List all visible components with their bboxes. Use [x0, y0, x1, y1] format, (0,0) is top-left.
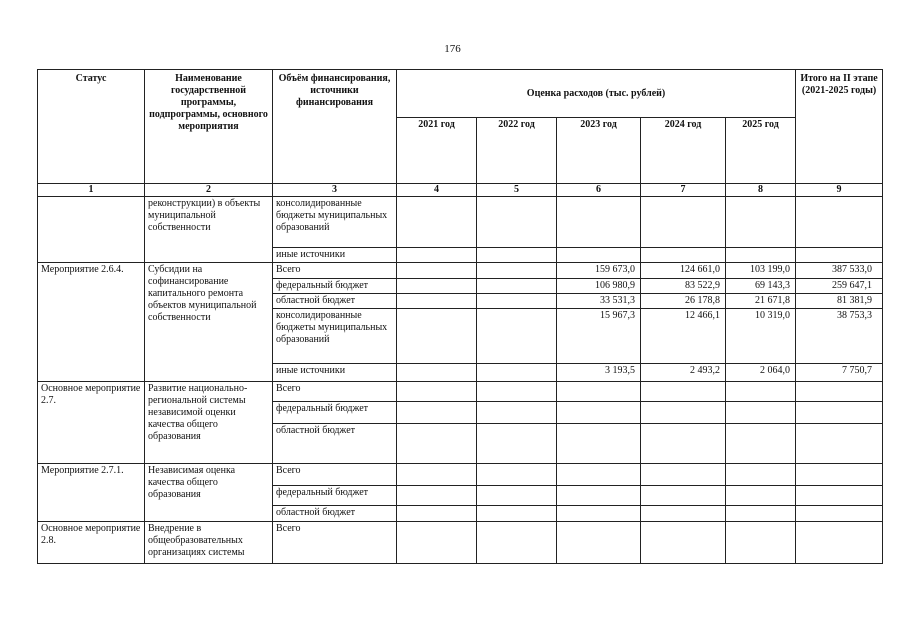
- value-cell: [397, 294, 477, 309]
- value-cell: [726, 248, 796, 263]
- value-cell: [397, 486, 477, 506]
- value-cell: [477, 486, 557, 506]
- value-cell: [477, 522, 557, 564]
- value-cell: [397, 279, 477, 294]
- source-cell: консолидированные бюджеты муниципальных образований: [273, 309, 397, 364]
- value-cell: 26 178,8: [641, 294, 726, 309]
- total-cell: [796, 382, 883, 402]
- budget-table: [37, 69, 883, 564]
- total-cell: [796, 424, 883, 464]
- value-cell: 106 980,9: [557, 279, 641, 294]
- value-cell: 103 199,0: [726, 263, 796, 279]
- source-cell: Всего: [273, 263, 397, 279]
- value-cell: [397, 506, 477, 522]
- value-cell: [557, 248, 641, 263]
- source-cell: Всего: [273, 382, 397, 402]
- value-cell: [557, 522, 641, 564]
- value-cell: [477, 382, 557, 402]
- value-cell: [726, 402, 796, 424]
- value-cell: 21 671,8: [726, 294, 796, 309]
- value-cell: [641, 248, 726, 263]
- source-cell: федеральный бюджет: [273, 486, 397, 506]
- column-number: 5: [477, 184, 557, 197]
- total-cell: [796, 402, 883, 424]
- header-estimate: Оценка расходов (тыс. рублей): [397, 70, 796, 118]
- status-cell: [38, 197, 145, 263]
- column-number: 7: [641, 184, 726, 197]
- page-number: 176: [444, 43, 461, 55]
- value-cell: [557, 197, 641, 248]
- source-cell: федеральный бюджет: [273, 402, 397, 424]
- value-cell: [477, 402, 557, 424]
- value-cell: [557, 464, 641, 486]
- value-cell: [397, 464, 477, 486]
- value-cell: 12 466,1: [641, 309, 726, 364]
- column-number-row: [38, 184, 883, 197]
- value-cell: 2 064,0: [726, 364, 796, 382]
- value-cell: 10 319,0: [726, 309, 796, 364]
- value-cell: [397, 402, 477, 424]
- value-cell: [397, 248, 477, 263]
- source-cell: Всего: [273, 522, 397, 564]
- value-cell: [557, 506, 641, 522]
- value-cell: [397, 197, 477, 248]
- total-cell: [796, 464, 883, 486]
- source-cell: иные источники: [273, 364, 397, 382]
- value-cell: [726, 382, 796, 402]
- header-name: Наименование государственной программы, подпрограммы, основного мероприятия: [145, 70, 273, 184]
- value-cell: [726, 464, 796, 486]
- value-cell: [641, 464, 726, 486]
- value-cell: [641, 486, 726, 506]
- value-cell: [477, 424, 557, 464]
- status-cell: Основное мероприятие 2.7.: [38, 382, 145, 464]
- name-cell: реконструкции) в объекты муниципальной собственности: [145, 197, 273, 263]
- value-cell: [641, 506, 726, 522]
- source-cell: областной бюджет: [273, 294, 397, 309]
- column-number: 1: [38, 184, 145, 197]
- value-cell: [397, 424, 477, 464]
- value-cell: [641, 382, 726, 402]
- value-cell: [397, 364, 477, 382]
- header-source: Объём финансирования, источники финансирования: [273, 70, 397, 184]
- value-cell: [477, 364, 557, 382]
- value-cell: [641, 522, 726, 564]
- total-cell: [796, 486, 883, 506]
- table-row: [38, 522, 883, 564]
- value-cell: 124 661,0: [641, 263, 726, 279]
- column-number: 6: [557, 184, 641, 197]
- value-cell: [477, 279, 557, 294]
- total-cell: [796, 197, 883, 248]
- column-number: 2: [145, 184, 273, 197]
- column-number: 8: [726, 184, 796, 197]
- value-cell: [726, 424, 796, 464]
- table-row: [38, 464, 883, 486]
- value-cell: 83 522,9: [641, 279, 726, 294]
- header-status: Статус: [38, 70, 145, 184]
- value-cell: [726, 197, 796, 248]
- value-cell: [477, 197, 557, 248]
- value-cell: [397, 309, 477, 364]
- source-cell: иные источники: [273, 248, 397, 263]
- value-cell: [397, 382, 477, 402]
- table-row: [38, 263, 883, 279]
- table-row: [38, 197, 883, 248]
- value-cell: [477, 464, 557, 486]
- value-cell: [557, 402, 641, 424]
- value-cell: [477, 506, 557, 522]
- source-cell: консолидированные бюджеты муниципальных образований: [273, 197, 397, 248]
- header-year: 2023 год: [557, 118, 641, 184]
- value-cell: [477, 294, 557, 309]
- total-cell: 7 750,7: [796, 364, 883, 382]
- value-cell: [477, 309, 557, 364]
- value-cell: [477, 263, 557, 279]
- total-cell: 259 647,1: [796, 279, 883, 294]
- total-cell: 38 753,3: [796, 309, 883, 364]
- name-cell: Внедрение в общеобразовательных организациях системы: [145, 522, 273, 564]
- value-cell: 69 143,3: [726, 279, 796, 294]
- header-total: Итого на II этапе (2021-2025 годы): [796, 70, 883, 184]
- total-cell: 81 381,9: [796, 294, 883, 309]
- column-number: 3: [273, 184, 397, 197]
- column-number: 4: [397, 184, 477, 197]
- status-cell: Мероприятие 2.7.1.: [38, 464, 145, 522]
- value-cell: [726, 506, 796, 522]
- header-year: 2024 год: [641, 118, 726, 184]
- source-cell: областной бюджет: [273, 424, 397, 464]
- name-cell: Независимая оценка качества общего образования: [145, 464, 273, 522]
- total-cell: [796, 248, 883, 263]
- header-year: 2022 год: [477, 118, 557, 184]
- value-cell: [726, 486, 796, 506]
- table-row: [38, 382, 883, 402]
- source-cell: Всего: [273, 464, 397, 486]
- value-cell: [397, 522, 477, 564]
- header-year: 2021 год: [397, 118, 477, 184]
- name-cell: Субсидии на софинансирование капитального ремонта объектов муниципальной собственности: [145, 263, 273, 382]
- value-cell: [641, 197, 726, 248]
- value-cell: [557, 486, 641, 506]
- total-cell: [796, 506, 883, 522]
- status-cell: Основное мероприятие 2.8.: [38, 522, 145, 564]
- status-cell: Мероприятие 2.6.4.: [38, 263, 145, 382]
- value-cell: [397, 263, 477, 279]
- value-cell: [557, 424, 641, 464]
- header-year: 2025 год: [726, 118, 796, 184]
- value-cell: [726, 522, 796, 564]
- value-cell: [557, 382, 641, 402]
- value-cell: [641, 424, 726, 464]
- name-cell: Развитие национально-региональной системы независимой оценки качества общего образования: [145, 382, 273, 464]
- source-cell: областной бюджет: [273, 506, 397, 522]
- value-cell: [641, 402, 726, 424]
- value-cell: 15 967,3: [557, 309, 641, 364]
- total-cell: 387 533,0: [796, 263, 883, 279]
- total-cell: [796, 522, 883, 564]
- source-cell: федеральный бюджет: [273, 279, 397, 294]
- value-cell: 2 493,2: [641, 364, 726, 382]
- value-cell: 3 193,5: [557, 364, 641, 382]
- value-cell: 159 673,0: [557, 263, 641, 279]
- value-cell: 33 531,3: [557, 294, 641, 309]
- value-cell: [477, 248, 557, 263]
- column-number: 9: [796, 184, 883, 197]
